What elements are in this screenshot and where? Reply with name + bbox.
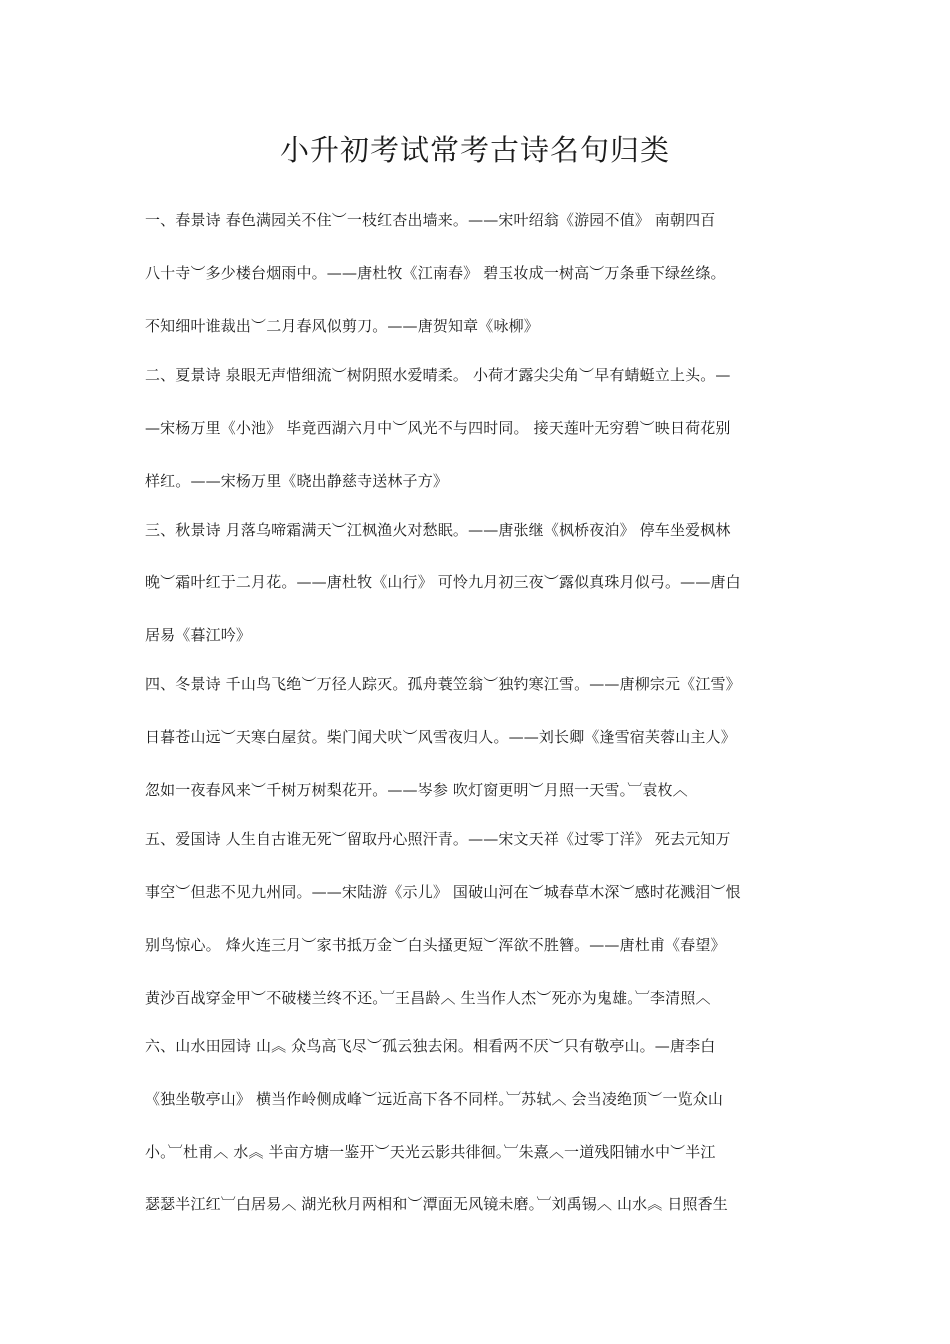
text-line: 不知细叶谁裁出︶二月春风似剪刀。——唐贺知章《咏柳》 (145, 317, 539, 335)
text-line: 八十寺︶多少楼台烟雨中。——唐杜牧《江南春》 碧玉妆成一树高︶万条垂下绿丝绦。 (145, 264, 726, 282)
text-line: 三、秋景诗 月落乌啼霜满天︶江枫渔火对愁眠。——唐张继《枫桥夜泊》 停车坐爱枫林 (145, 521, 731, 539)
text-line: 《独坐敬亭山》 横当作岭侧成峰︶远近高下各不同样。︺苏轼︿ 会当凌绝顶︶一览众山 (145, 1090, 724, 1108)
text-line: —宋杨万里《小池》 毕竟西湖六月中︶风光不与四时同。 接天莲叶无穷碧︶映日荷花别 (145, 419, 731, 437)
text-line: 晚︶霜叶红于二月花。——唐杜牧《山行》 可怜九月初三夜︶露似真珠月似弓。——唐白 (145, 573, 741, 591)
text-line: 黄沙百战穿金甲︶不破楼兰终不还。︺王昌龄︿ 生当作人杰︶死亦为鬼雄。︺李清照︿ (145, 989, 711, 1007)
text-line: 瑟瑟半江红︺白居易︿ 湖光秋月两相和︶潭面无风镜未磨。︺刘禹锡︿ 山水︽ 日照香生 (145, 1195, 728, 1213)
text-line: 一、春景诗 春色满园关不住︶一枝红杏出墙来。——宋叶绍翁《游园不值》 南朝四百 (145, 211, 716, 229)
text-line: 五、爱国诗 人生自古谁无死︶留取丹心照汗青。——宋文天祥《过零丁洋》 死去元知万 (145, 830, 731, 848)
text-line: 别鸟惊心。 烽火连三月︶家书抵万金︶白头搔更短︶浑欲不胜簪。——唐杜甫《春望》 (145, 936, 726, 954)
text-line: 四、冬景诗 千山鸟飞绝︶万径人踪灭。孤舟蓑笠翁︶独钓寒江雪。——唐柳宗元《江雪》 (145, 675, 741, 693)
text-line: 事空︶但悲不见九州同。——宋陆游《示儿》 国破山河在︶城春草木深︶感时花溅泪︶恨 (145, 883, 741, 901)
page-title: 小升初考试常考古诗名句归类 (279, 133, 670, 167)
text-line: 忽如一夜春风来︶千树万树梨花开。——岑参 吹灯窗更明︶月照一天雪。︺袁枚︿ (145, 781, 688, 799)
text-line: 样红。——宋杨万里《晓出静慈寺送林子方》 (145, 472, 449, 490)
text-line: 日暮苍山远︶天寒白屋贫。柴门闻犬吠︶风雪夜归人。——刘长卿《逢雪宿芙蓉山主人》 (145, 728, 736, 746)
text-line: 居易《暮江吟》 (145, 626, 252, 644)
text-line: 二、夏景诗 泉眼无声惜细流︶树阴照水爱晴柔。 小荷才露尖尖角︶早有蜻蜓立上头。— (145, 366, 731, 384)
text-line: 小。︺杜甫︿ 水︽ 半亩方塘一鉴开︶天光云影共徘徊。︺朱熹︿一道残阳铺水中︶半江 (145, 1143, 716, 1161)
text-line: 六、山水田园诗 山︽ 众鸟高飞尽︶孤云独去闲。相看两不厌︶只有敬亭山。—唐李白 (145, 1037, 716, 1055)
